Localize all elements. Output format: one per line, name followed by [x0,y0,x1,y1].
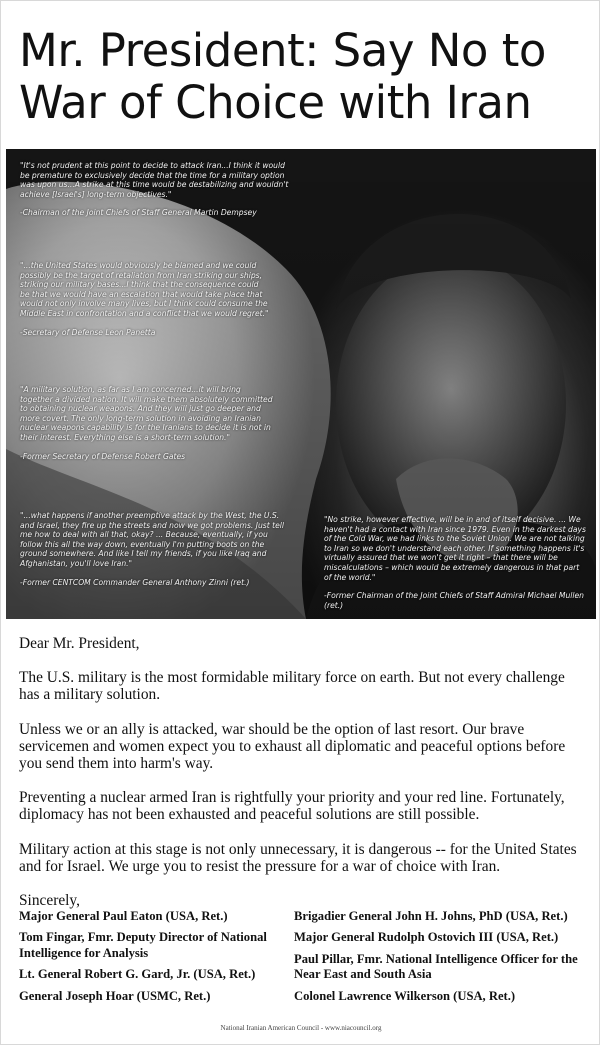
quote-text: "No strike, however effective, will be in and of itself decisive. ... We haven't had a contact with Iran since 1979. Even in the darkest days of the Cold War, we had links to the Soviet Union. We are not talking to Iran so we don't understand each other. If something happens it's virtually assured that we won't get it right – that there will be miscalculations – which would be extremely dangerous in that part of the world." [324,515,586,582]
quote-attribution: -Former CENTCOM Commander General Anthony Zinni (ret.) [20,577,250,587]
photo-panel [6,149,596,619]
signer: Tom Fingar, Fmr. Deputy Director of National Intelligence for Analysis [19,930,267,960]
quote-attribution: -Chairman of the Joint Chiefs of Staff General Martin Dempsey [20,208,257,218]
quote-text: "A military solution, as far as I am concerned...it will bring together a divided nation. It will make them absolutely committed to obtaining nuclear weapons. And they will just go deeper and more covert. The only long-term solution in avoiding an Iranian nuclear weapons capability is for the Iranians to decide it is not in their interest. Everything else is a short-term solution." [20,385,273,442]
headline [19,25,589,129]
letter-body [19,635,589,926]
quote-zinni [20,511,290,587]
headline-line-1: Mr. President: Say No to [19,24,546,77]
quote-panetta [20,261,270,337]
signer: Paul Pillar, Fmr. National Intelligence Officer for the Near East and South Asia [294,951,578,982]
quote-mullen [324,515,586,610]
quote-attribution: -Secretary of Defense Leon Panetta [20,327,156,337]
signer: Colonel Lawrence Wilkerson (USA, Ret.) [294,988,516,1003]
signatories-left-column [19,909,284,1010]
signer: Major General Rudolph Ostovich III (USA, Ret.) [294,930,559,945]
closing: Sincerely, [19,892,80,910]
signatories-right-column [294,909,594,1010]
quote-gates [20,385,275,461]
letter-paragraph: Military action at this stage is not only unnecessary, it is dangerous -- for the United States and for Israel. We urge you to resist the pressure for a war of choice with Iran. [19,840,577,875]
letter-paragraph: Preventing a nuclear armed Iran is rightfully your priority and your red line. Fortunately, diplomacy has not been exhausted and peaceful solutions are still possible. [19,789,565,824]
footer-credit: National Iranian American Council - www.niacouncil.org [220,1024,382,1032]
salutation: Dear Mr. President, [19,635,140,652]
quote-attribution: -Former Secretary of Defense Robert Gates [20,451,186,461]
quote-dempsey [20,161,290,218]
letter-paragraph: The U.S. military is the most formidable military force on earth. But not every challenge has a military solution. [19,669,565,704]
signer: General Joseph Hoar (USMC, Ret.) [19,988,211,1003]
signer: Brigadier General John H. Johns, PhD (USA, Ret.) [294,909,568,923]
signer: Major General Paul Eaton (USA, Ret.) [19,909,228,923]
quote-attribution: -Former Chairman of the Joint Chiefs of Staff Admiral Michael Mullen (ret.) [324,591,584,610]
signer: Lt. General Robert G. Gard, Jr. (USA, Ret.) [19,967,256,982]
quote-text: "It's not prudent at this point to decide to attack Iran...I think it would be premature to exclusively decide that the time for a military option was upon us...A strike at this time would be destabilizing and wouldn't achieve [Israel's] long-term objectives." [20,161,289,199]
letter-paragraph: Unless we or an ally is attacked, war should be the option of last resort. Our brave servicemen and women expect you to exhaust all diplomatic and peaceful options before you send them into harm's way. [19,720,566,773]
quote-text: "...the United States would obviously be blamed and we could possibly be the target of retaliation from Iran striking our ships, striking our military bases...I think that the consequence could be that we would have an escalation that would take place that would not only involve many lives, but I think could consume the Middle East in confrontation and a conflict that we would regret." [20,261,269,318]
headline-line-2: War of Choice with Iran [19,76,532,129]
quote-text: "...what happens if another preemptive attack by the West, the U.S. and Israel, they fire up the streets and now we got problems. Just tell me how to deal with all that, okay? ... Because, eventually, if you follow this all the way down, eventually I'm putting boots on the ground somewhere. And like I tell my friends, if you like Iraq and Afghanistan, you'll love Iran." [20,511,285,568]
